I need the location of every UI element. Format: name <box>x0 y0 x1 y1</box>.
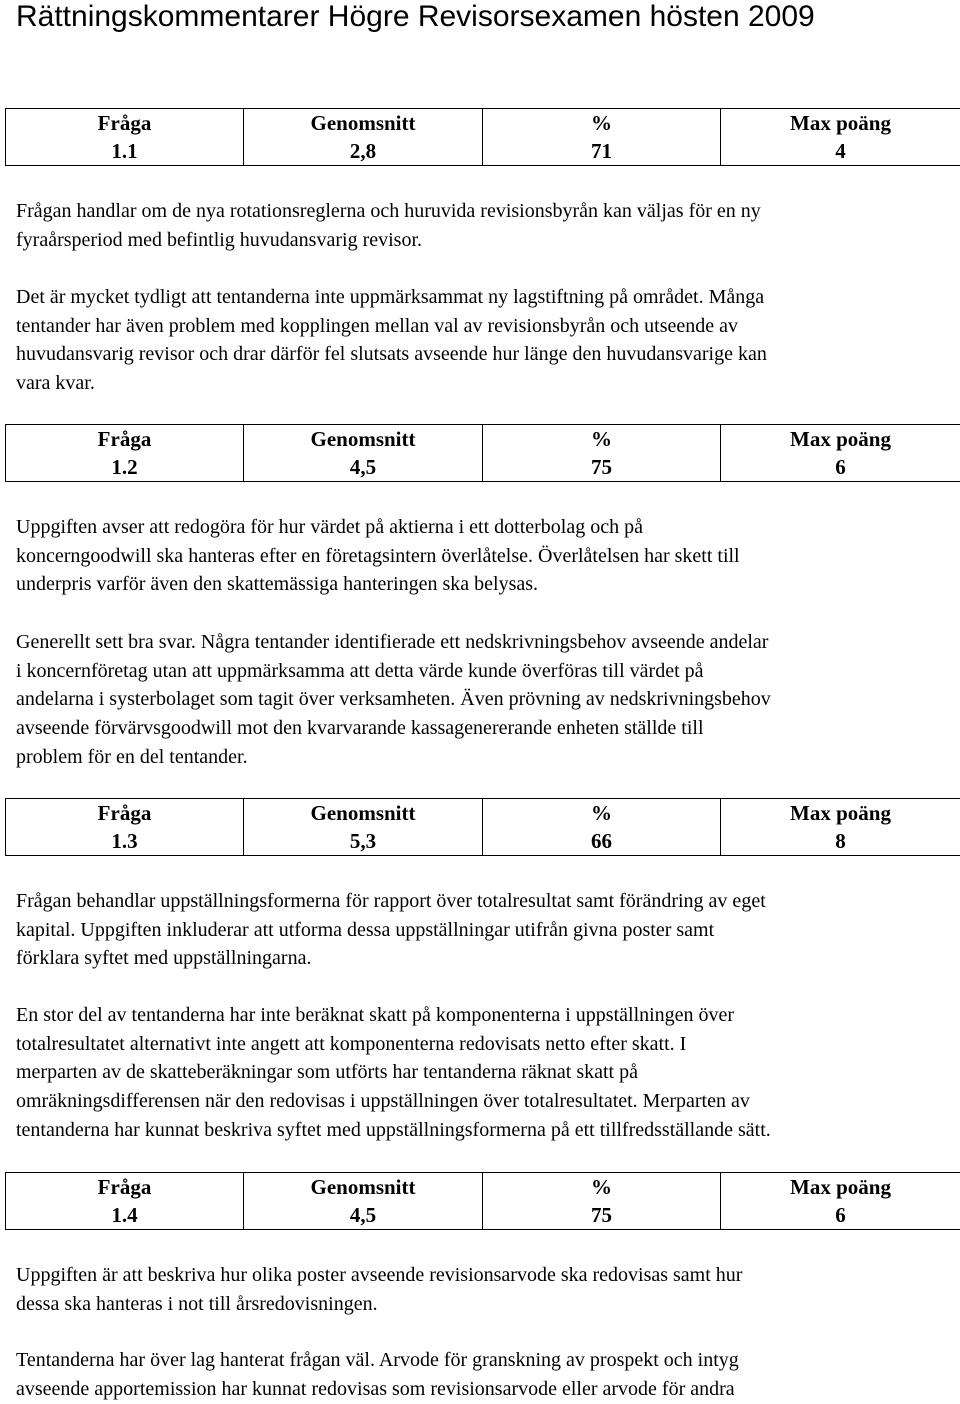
header-question: Fråga <box>6 1173 244 1202</box>
header-percent: % <box>483 425 721 454</box>
value-max-points: 6 <box>721 453 960 482</box>
text-line: merparten av de skatteberäkningar som utförts har tentanderna räknat skatt på <box>16 1061 638 1084</box>
text-line: Uppgiften avser att redogöra för hur värdet på aktierna i ett dotterbolag och på <box>16 516 643 538</box>
comment-paragraph <box>16 1346 956 1403</box>
comment-paragraph <box>16 1001 956 1145</box>
header-average: Genomsnitt <box>244 425 483 454</box>
text-line: Frågan handlar om de nya rotationsreglerna och huruvida revisionsbyrån kan väljas för en ny <box>16 200 761 222</box>
text-line: fyraårsperiod med befintlig huvudansvarig revisor. <box>16 228 422 251</box>
score-table-1-1 <box>5 108 960 166</box>
text-line: Det är mycket tydligt att tentanderna inte uppmärksammat ny lagstiftning på området. Många <box>16 286 765 308</box>
value-question: 1.3 <box>6 827 244 856</box>
value-average: 2,8 <box>244 137 483 166</box>
text-line: Generellt sett bra svar. Några tentander identifierade ett nedskrivningsbehov avseende andelar <box>16 631 769 653</box>
header-average: Genomsnitt <box>244 109 483 138</box>
value-percent: 75 <box>483 453 721 482</box>
value-question: 1.4 <box>6 1201 244 1230</box>
comment-paragraph <box>16 283 956 398</box>
comment-paragraph <box>16 887 956 973</box>
header-question: Fråga <box>6 425 244 454</box>
header-average: Genomsnitt <box>244 1173 483 1202</box>
text-line: koncerngoodwill ska hanteras efter en företagsintern överlåtelse. Överlåtelsen har skett till <box>16 544 740 567</box>
comment-paragraph <box>16 628 956 772</box>
value-percent: 66 <box>483 827 721 856</box>
text-line: tentander har även problem med kopplingen mellan val av revisionsbyrån och utseende av <box>16 314 738 337</box>
score-table-value-row <box>6 453 960 482</box>
header-max-points: Max poäng <box>721 109 960 138</box>
text-line: dessa ska hanteras i not till årsredovisningen. <box>16 1292 378 1315</box>
score-table-value-row <box>6 137 960 166</box>
text-line: vara kvar. <box>16 372 95 395</box>
text-line: En stor del av tentanderna har inte beräknat skatt på komponenterna i uppställningen över <box>16 1004 735 1026</box>
value-max-points: 8 <box>721 827 960 856</box>
text-line: huvudansvarig revisor och drar därför fel slutsats avseende hur länge den huvudansvarige kan <box>16 343 767 366</box>
text-line: totalresultatet alternativt inte angett att komponenterna redovisats netto efter skatt. I <box>16 1032 687 1055</box>
score-table-header-row <box>6 425 960 454</box>
score-table-value-row <box>6 1201 960 1230</box>
text-line: andelarna i systerbolaget som tagit över verksamheten. Även prövning av nedskrivningsbehov <box>16 688 771 711</box>
score-table-value-row <box>6 827 960 856</box>
value-max-points: 4 <box>721 137 960 166</box>
comment-paragraph <box>16 513 956 599</box>
text-line: kapital. Uppgiften inkluderar att utforma dessa uppställningar utifrån givna poster samt <box>16 918 715 941</box>
value-question: 1.2 <box>6 453 244 482</box>
score-table-1-3 <box>5 798 960 856</box>
value-average: 5,3 <box>244 827 483 856</box>
header-percent: % <box>483 1173 721 1202</box>
page-title: Rättningskommentarer Högre Revisorsexamen hösten 2009 <box>16 0 815 33</box>
comment-paragraph <box>16 1261 956 1318</box>
text-line: avseende förvärvsgoodwill mot den kvarvarande kassagenererande enheten ställde till <box>16 717 704 740</box>
text-line: underpris varför även den skattemässiga hanteringen ska belysas. <box>16 573 539 596</box>
text-line: problem för en del tentander. <box>16 745 248 768</box>
header-max-points: Max poäng <box>721 1173 960 1202</box>
header-percent: % <box>483 109 721 138</box>
value-percent: 71 <box>483 137 721 166</box>
text-line: Frågan behandlar uppställningsformerna för rapport över totalresultat samt förändring av eget <box>16 890 766 912</box>
header-max-points: Max poäng <box>721 799 960 828</box>
header-average: Genomsnitt <box>244 799 483 828</box>
value-percent: 75 <box>483 1201 721 1230</box>
header-max-points: Max poäng <box>721 425 960 454</box>
score-table-header-row <box>6 799 960 828</box>
text-line: Uppgiften är att beskriva hur olika poster avseende revisionsarvode ska redovisas samt hur <box>16 1264 743 1286</box>
score-table-1-2 <box>5 424 960 482</box>
text-line: tentanderna har kunnat beskriva syftet med uppställningsformerna på ett tillfredsställande sätt. <box>16 1118 771 1141</box>
score-table-header-row <box>6 109 960 138</box>
value-average: 4,5 <box>244 1201 483 1230</box>
header-percent: % <box>483 799 721 828</box>
value-average: 4,5 <box>244 453 483 482</box>
text-line: omräkningsdifferensen när den redovisas i uppställningen över totalresultatet. Merparten av <box>16 1090 750 1113</box>
text-line: i koncernföretag utan att uppmärksamma att detta värde kunde överföras till värdet på <box>16 659 704 682</box>
comment-paragraph <box>16 197 956 254</box>
text-line: Tentanderna har över lag hanterat frågan väl. Arvode för granskning av prospekt och intyg <box>16 1349 739 1371</box>
value-question: 1.1 <box>6 137 244 166</box>
header-question: Fråga <box>6 109 244 138</box>
value-max-points: 6 <box>721 1201 960 1230</box>
score-table-1-4 <box>5 1172 960 1230</box>
text-line: avseende apportemission har kunnat redovisas som revisionsarvode eller arvode för andra <box>16 1377 735 1400</box>
text-line: förklara syftet med uppställningarna. <box>16 947 312 970</box>
score-table-header-row <box>6 1173 960 1202</box>
header-question: Fråga <box>6 799 244 828</box>
